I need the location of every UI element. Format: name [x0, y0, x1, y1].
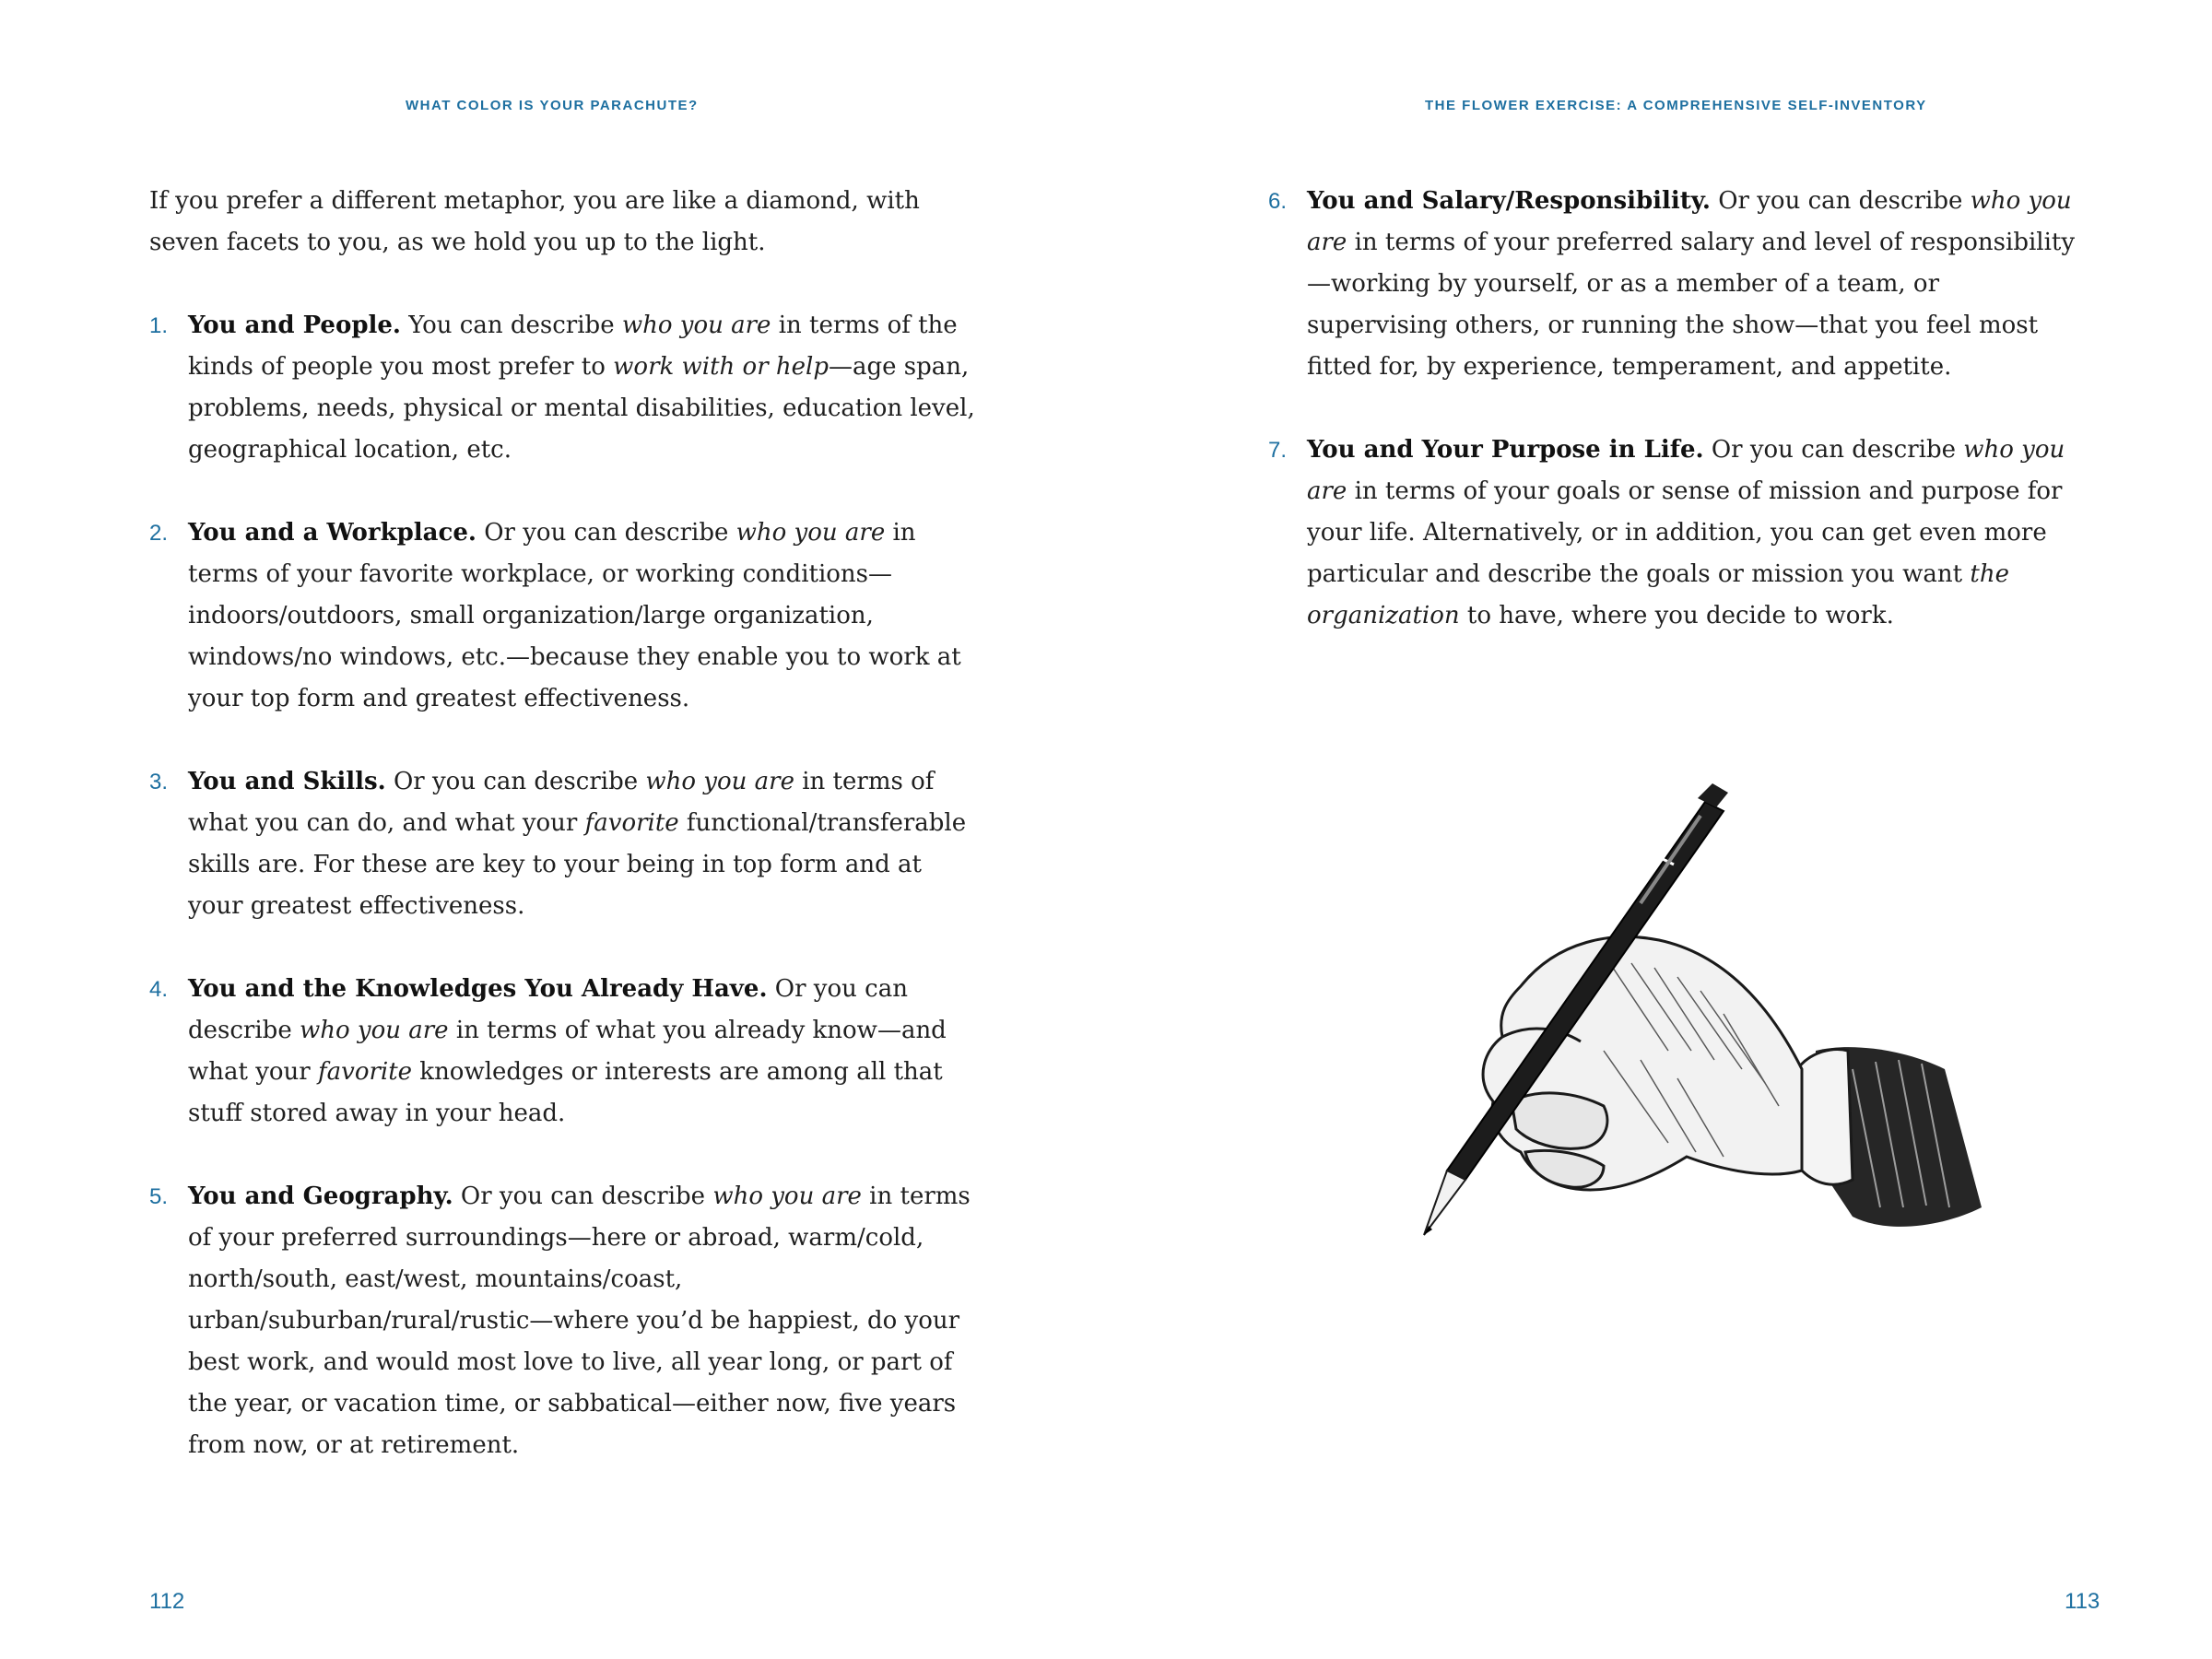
item-emphasis: favorite [318, 1058, 413, 1086]
item-emphasis: who you are [1307, 187, 2072, 256]
item-text: functional/transferable skills are. For these are key to your being in top form and at your greatest effectiveness. [188, 809, 967, 920]
facet-item-2 [149, 512, 979, 720]
item-number: 7. [1268, 438, 1288, 463]
item-text: in terms of what you can do, and what your [188, 768, 935, 837]
item-text: Or you can describe [1703, 436, 1964, 464]
item-text: in terms of the kinds of people you most prefer to [188, 312, 958, 381]
item-text: to have, where you decide to work. [1459, 602, 1894, 629]
facet-item-6 [1268, 181, 2079, 388]
right-page [1106, 0, 2212, 1659]
facet-item-4 [149, 969, 979, 1135]
item-emphasis: work with or help [613, 353, 829, 381]
item-term: You and People. [188, 312, 401, 339]
item-number: 3. [149, 770, 169, 794]
running-head-left: WHAT COLOR IS YOUR PARACHUTE? [406, 98, 699, 113]
left-page-text [149, 181, 979, 1508]
facet-list-continued [1268, 181, 2079, 637]
hand-writing-illustration [1336, 774, 2018, 1290]
item-emphasis: favorite [584, 809, 679, 837]
facet-item-1 [149, 305, 979, 471]
item-text: —age span, problems, needs, physical or mental disabilities, education level, geographical location, etc. [188, 353, 975, 464]
item-text: knowledges or interests are among all that stuff stored away in your head. [188, 1058, 943, 1127]
right-page-text [1268, 181, 2079, 678]
sleeve-cuff [1797, 1047, 1982, 1227]
intro-paragraph: If you prefer a different metaphor, you are like a diamond, with seven facets to you, as we hold you up to the light. [149, 187, 920, 256]
item-number: 1. [149, 313, 169, 338]
item-text: Or you can describe [453, 1182, 713, 1210]
item-term: You and Geography. [188, 1182, 453, 1210]
facet-item-7 [1268, 429, 2079, 637]
item-text: in terms of your favorite workplace, or working conditions—indoors/outdoors, small organization/large organization, windows/no windows, etc.—because they enable you to work at your top form and greatest effectiveness. [188, 519, 961, 712]
item-number: 6. [1268, 189, 1288, 214]
item-number: 2. [149, 521, 169, 546]
item-emphasis: who you are [621, 312, 771, 339]
item-text: Or you can describe [385, 768, 646, 795]
item-text: You can describe [400, 312, 622, 339]
item-text: in terms of your goals or sense of mission and purpose for your life. Alternatively, or in addition, you can get even more particular and describe the goals or mission you want [1307, 477, 2063, 588]
item-term: You and the Knowledges You Already Have. [188, 975, 768, 1003]
facet-list [149, 305, 979, 1466]
item-text: in terms of what you already know—and what your [188, 1017, 947, 1086]
page-number-right: 113 [2065, 1589, 2100, 1614]
item-term: You and Your Purpose in Life. [1307, 436, 1704, 464]
item-number: 4. [149, 977, 169, 1002]
item-emphasis: who you are [645, 768, 794, 795]
item-emphasis: who you are [299, 1017, 449, 1044]
item-emphasis: who you are [1307, 436, 2065, 505]
facet-item-5 [149, 1176, 979, 1466]
item-text: Or you can describe [1710, 187, 1971, 215]
page-number-left: 112 [149, 1589, 185, 1614]
item-term: You and Skills. [188, 768, 386, 795]
item-text: in terms of your preferred surroundings—here or abroad, warm/cold, north/south, east/west, mountains/coast, urban/suburban/rural/rustic—where you’d be happiest, do your best work, and would most love to live, all year long, or part of the year, or vacation time, or sabbatical—either now, five years from now, or at retirement. [188, 1182, 971, 1459]
item-text: Or you can describe [476, 519, 736, 547]
item-emphasis: the organization [1307, 560, 2009, 629]
facet-item-3 [149, 761, 979, 927]
item-emphasis: who you are [712, 1182, 862, 1210]
item-term: You and a Workplace. [188, 519, 477, 547]
item-text: in terms of your preferred salary and level of responsibility—working by yourself, or as a member of a team, or supervising others, or running the show—that you feel most fitted for, by experience, temperament, and appetite. [1307, 229, 2076, 381]
item-number: 5. [149, 1184, 169, 1209]
item-term: You and Salary/Responsibility. [1307, 187, 1711, 215]
item-emphasis: who you are [735, 519, 886, 547]
item-text: Or you can describe [188, 975, 908, 1044]
running-head-right: THE FLOWER EXERCISE: A COMPREHENSIVE SELF-INVENTORY [1425, 98, 1927, 113]
